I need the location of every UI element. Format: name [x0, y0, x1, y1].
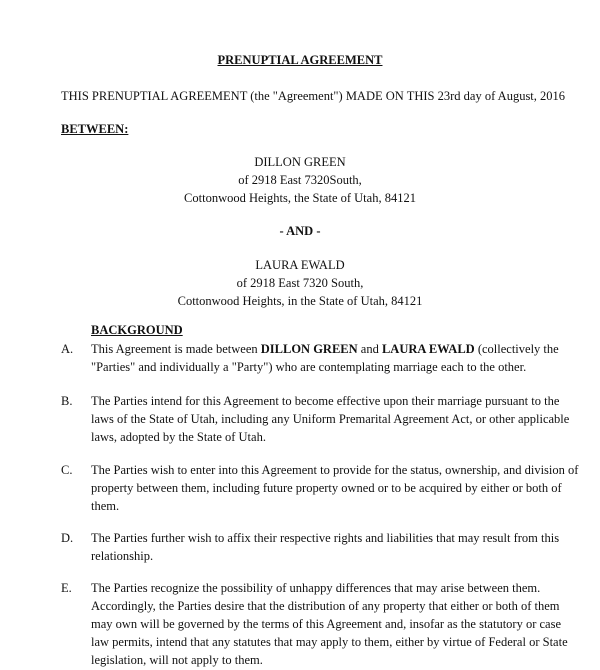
- item-a-text: [91, 340, 561, 376]
- item-e-letter: E.: [61, 581, 72, 595]
- item-b-line: laws, adopted by the State of Utah.: [91, 430, 266, 444]
- item-a-letter: A.: [61, 342, 74, 356]
- item-b-letter: B.: [61, 394, 73, 408]
- item-b-text: [91, 392, 570, 446]
- intro-sentence: THIS PRENUPTIAL AGREEMENT (the "Agreement") MADE ON THIS 23rd day of August, 2016: [61, 89, 566, 103]
- party1-name: DILLON GREEN: [254, 155, 346, 169]
- item-c-line: property between them, including future property owned or to be acquired by either or both of: [91, 481, 562, 495]
- item-d-line: The Parties further wish to affix their respective rights and liabilities that may result from this: [91, 531, 560, 545]
- item-a-line1: [91, 340, 561, 358]
- party1-address-line2: Cottonwood Heights, the State of Utah, 84121: [184, 191, 416, 205]
- item-d-line: relationship.: [91, 549, 154, 563]
- item-e-line: Accordingly, the Parties desire that the distribution of any property that either or both of them: [91, 599, 560, 613]
- item-a-text-mid: and: [357, 342, 382, 356]
- item-e-line: legislation, will not apply to them.: [91, 653, 263, 667]
- party2-name-bold: LAURA EWALD: [381, 342, 475, 356]
- item-d-letter: D.: [61, 531, 74, 545]
- document-title: PRENUPTIAL AGREEMENT: [217, 53, 383, 67]
- item-e-line: The Parties recognize the possibility of unhappy differences that may arise between them.: [91, 581, 541, 595]
- party1-address-line1: of 2918 East 7320South,: [238, 173, 362, 187]
- item-e-text: [91, 579, 568, 669]
- item-e-line: may own will be governed by the terms of this Agreement and, insofar as the statutory or case: [91, 617, 562, 631]
- party2-address-line2: Cottonwood Heights, in the State of Utah, 84121: [177, 294, 423, 308]
- item-d-text: [91, 529, 561, 565]
- item-c-line: The Parties wish to enter into this Agreement to provide for the status, ownership, and division of: [91, 463, 579, 477]
- between-label: BETWEEN:: [61, 122, 129, 136]
- item-c-line: them.: [91, 499, 120, 513]
- item-a-text-post: (collectively the: [474, 342, 559, 356]
- item-a-text-pre: This Agreement is made between: [91, 342, 261, 356]
- item-c-letter: C.: [61, 463, 73, 477]
- item-a-line2: "Parties" and individually a "Party") who are contemplating marriage each to the other.: [91, 360, 527, 374]
- party2-address-line1: of 2918 East 7320 South,: [236, 276, 364, 290]
- item-e-line: law permits, intend that any statutes that may apply to them, either by virtue of Federal or State: [91, 635, 568, 649]
- background-heading: BACKGROUND: [91, 323, 183, 337]
- party1-name-bold: DILLON GREEN: [260, 342, 358, 356]
- and-separator: - AND -: [279, 224, 321, 238]
- party2-name: LAURA EWALD: [255, 258, 345, 272]
- item-b-line: laws of the State of Utah, including any Uniform Premarital Agreement Act, or other applicable: [91, 412, 570, 426]
- item-c-text: [91, 461, 579, 515]
- item-b-line: The Parties intend for this Agreement to become effective upon their marriage pursuant to the: [91, 394, 560, 408]
